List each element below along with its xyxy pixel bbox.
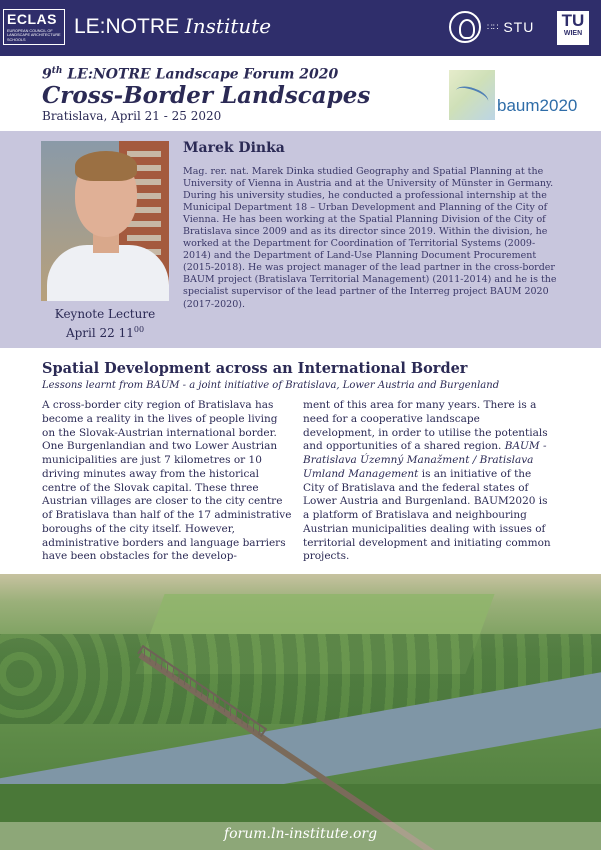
landscape-photo [0, 574, 601, 850]
baum-map-logo-icon [449, 70, 495, 120]
stu-dots-icon: ∷∷ [487, 22, 499, 32]
baum2020-logo [497, 96, 577, 116]
stu-logo-text: STU [503, 19, 535, 35]
university-seal-icon [449, 11, 481, 43]
eclas-logo [3, 9, 65, 45]
baum-logo-year: 2020 [539, 96, 578, 115]
forum-subtitle [42, 66, 338, 83]
tu-logo-text: TU [561, 11, 585, 30]
brand-italic: Institute [184, 14, 272, 38]
tu-logo-sub: WIEN [563, 30, 583, 37]
article-heading: Spatial Development across an International Border [42, 360, 468, 377]
speaker-name: Marek Dinka [183, 140, 285, 156]
eclas-logo-text: ECLAS [7, 11, 57, 27]
event-dates: Bratislava, April 21 - 25 2020 [42, 109, 222, 123]
keynote-info [41, 306, 169, 341]
brand-main: LE:NOTRE [74, 15, 180, 38]
stu-logo [487, 19, 534, 35]
speaker-photo [41, 141, 169, 301]
article-col2-italic: BAUM - Bratislava Územný Manažment / Bratislava Umland Management [303, 440, 547, 480]
keynote-date [41, 322, 169, 341]
forum-ordinal: th [51, 66, 63, 76]
keynote-label: Keynote Lecture [54, 307, 156, 321]
article-column-2 [303, 399, 555, 564]
article-col2-text-a: ment of this area for many years. There is a need for a cooperative landscape development, in order to utilise the potentials and opportunities of a shared region. [303, 399, 548, 453]
forum-number: 9 [42, 66, 52, 83]
event-title: Cross-Border Landscapes [42, 82, 371, 109]
keynote-time-sup: 00 [133, 325, 145, 334]
baum-logo-word: baum [497, 96, 540, 115]
forum-name: LE:NOTRE Landscape Forum 2020 [62, 66, 339, 83]
article-subheading: Lessons learnt from BAUM - a joint initiative of Bratislava, Lower Austria and Burgenland [42, 380, 500, 391]
eclas-logo-subtitle: EUROPEAN COUNCIL OF LANDSCAPE ARCHITECTURE SCHOOLS [7, 29, 61, 42]
speaker-bio: Mag. rer. nat. Marek Dinka studied Geography and Spatial Planning at the University of Vienna in Austria and at the University of Münster in Germany. During his university studies, he conducted a professional internship at the Municipal Department 18 – Urban Development and Planning of the City of Vienna. He has been working at the Spatial Planning Division of the City of Bratislava since 2009 and as its director since 2019. Within the division, he worked at the Department for Coordination of Territorial Systems (2009-2014) and the Department of Land-Use Planning Document Procurement (2015-2018). He was project manager of the lead partner in the cross-border BAUM project (Bratislava Territorial Management) (2011-2014) and he is the specialist supervisor of the lead partner of the Interreg project BAUM 2020 (2017-2020). [183, 166, 557, 310]
lenotre-institute-logo [74, 14, 271, 39]
footer-url[interactable]: forum.ln-institute.org [223, 826, 378, 842]
photo-shirt [47, 245, 169, 301]
header-bar [0, 0, 601, 56]
tu-wien-logo [557, 11, 589, 45]
photo-hair [75, 151, 137, 181]
keynote-date-text: April 22 11 [65, 326, 134, 340]
article-col2-text-b: is an initiative of the City of Bratislava and the federal states of Lower Austria and Burgenland. BAUM2020 is a platform of Bratislava and neighbouring Austrian municipalities dealing with issues of territorial development and initiating common projects. [303, 467, 551, 563]
article-column-1: A cross-border city region of Bratislava has become a reality in the lives of people living on the Slovak-Austrian international border. One Burgenlandian and two Lower Austrian municipalities are just 7 kilometres or 10 driving minutes away from the historical centre of the Slovak capital. These three Austrian villages are closer to the city centre of Bratislava than half of the 17 administrative boroughs of the city itself. However, administrative borders and language barriers have been obstacles for the develop- [42, 399, 292, 563]
